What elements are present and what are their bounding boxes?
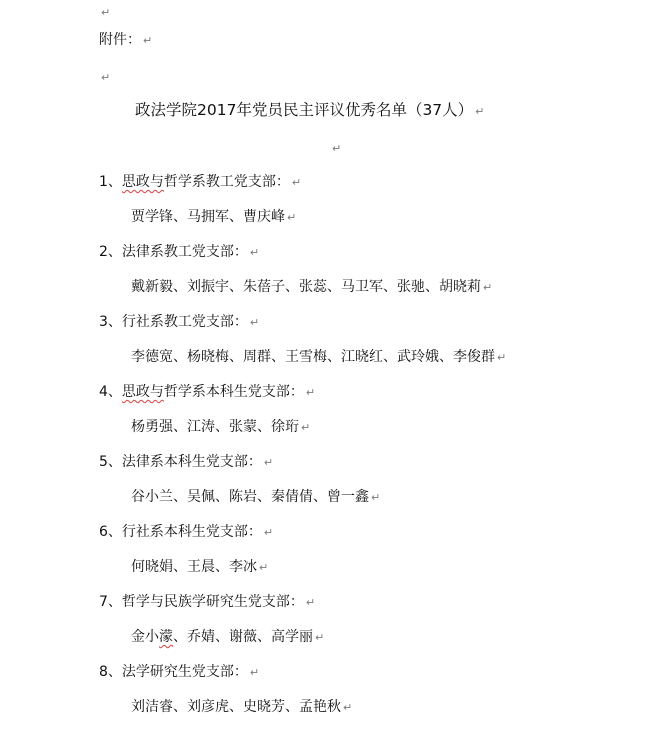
paragraph-mark: ↵: [263, 526, 274, 539]
member-list: [131, 698, 352, 717]
paragraph-mark: ↵: [305, 386, 316, 399]
section-number: 5、: [99, 454, 122, 470]
section-heading: [99, 453, 273, 472]
paragraph-mark: ↵: [259, 561, 269, 574]
member-names: 、乔婧、谢薇、高学丽: [173, 629, 313, 645]
paragraph-mark: ↵: [497, 351, 507, 364]
paragraph-mark: ↵: [263, 456, 274, 469]
paragraph-mark: ↵: [101, 6, 111, 19]
member-names: 刘洁睿、刘彦虎、史晓芳、孟艳秋: [131, 699, 341, 715]
paragraph-mark: ↵: [301, 421, 311, 434]
attachment-label-line: [99, 31, 152, 50]
section-number: 3、: [99, 314, 122, 330]
paragraph-mark: ↵: [249, 666, 260, 679]
member-list: [131, 278, 492, 297]
section-heading-text: 法学研究生党支部：: [121, 664, 248, 680]
section-number: 4、: [99, 384, 122, 400]
section-heading: [99, 243, 259, 262]
member-list: [131, 418, 310, 437]
section-heading: [99, 313, 259, 332]
attachment-label: 附件：: [99, 32, 141, 48]
member-names: 李德宽、杨晓梅、周群、王雪梅、江晓红、武玲娥、李俊群: [131, 349, 495, 365]
empty-paragraph: [99, 3, 110, 22]
paragraph-mark: ↵: [143, 34, 153, 47]
spellcheck-flagged-text: 濛: [159, 629, 173, 645]
section-heading: [99, 593, 315, 612]
section-heading-text: 哲学系本科生党支部：: [163, 384, 304, 400]
section-heading-text: 行社系教工党支部：: [121, 314, 248, 330]
spellcheck-flagged-text: 思政与: [121, 174, 164, 190]
document-title-line: [135, 101, 484, 121]
section-heading: [99, 383, 315, 402]
member-list: [131, 348, 506, 367]
member-list: [131, 208, 296, 227]
section-number: 1、: [99, 174, 122, 190]
section-heading: [99, 173, 301, 192]
section-heading-text: 哲学系教工党支部：: [163, 174, 290, 190]
paragraph-mark: ↵: [249, 316, 260, 329]
section-heading-text: 哲学与民族学研究生党支部：: [121, 594, 304, 610]
document-title: 政法学院2017年党员民主评议优秀名单（37人）: [135, 101, 474, 119]
paragraph-mark: ↵: [287, 211, 297, 224]
section-heading: [99, 523, 273, 542]
member-names: 何晓娟、王晨、李冰: [131, 559, 257, 575]
paragraph-mark: ↵: [483, 281, 493, 294]
section-number: 2、: [99, 244, 122, 260]
paragraph-mark: ↵: [291, 176, 302, 189]
paragraph-mark: ↵: [101, 71, 111, 84]
section-number: 6、: [99, 524, 122, 540]
paragraph-mark: ↵: [249, 246, 260, 259]
paragraph-mark: ↵: [315, 631, 325, 644]
paragraph-mark: ↵: [305, 596, 316, 609]
empty-paragraph: [330, 139, 341, 158]
paragraph-mark: ↵: [371, 491, 381, 504]
empty-paragraph: [99, 68, 110, 87]
section-heading-text: 行社系本科生党支部：: [121, 524, 262, 540]
member-list: [131, 558, 268, 577]
section-heading: [99, 663, 259, 682]
member-names: 谷小兰、吴佩、陈岩、秦倩倩、曾一鑫: [131, 489, 369, 505]
paragraph-mark: ↵: [475, 105, 485, 118]
section-number: 7、: [99, 594, 122, 610]
member-list: [131, 628, 324, 647]
member-list: [131, 488, 380, 507]
paragraph-mark: ↵: [343, 701, 353, 714]
paragraph-mark: ↵: [332, 142, 342, 155]
spellcheck-flagged-text: 思政与: [121, 384, 164, 400]
member-names: 金小: [131, 629, 159, 645]
section-number: 8、: [99, 664, 122, 680]
section-heading-text: 法律系本科生党支部：: [121, 454, 262, 470]
section-heading-text: 法律系教工党支部：: [121, 244, 248, 260]
member-names: 杨勇强、江涛、张蒙、徐珩: [131, 419, 299, 435]
member-names: 戴新毅、刘振宇、朱蓓子、张蕊、马卫军、张驰、胡晓莉: [131, 279, 481, 295]
member-names: 贾学锋、马拥军、曹庆峰: [131, 209, 285, 225]
